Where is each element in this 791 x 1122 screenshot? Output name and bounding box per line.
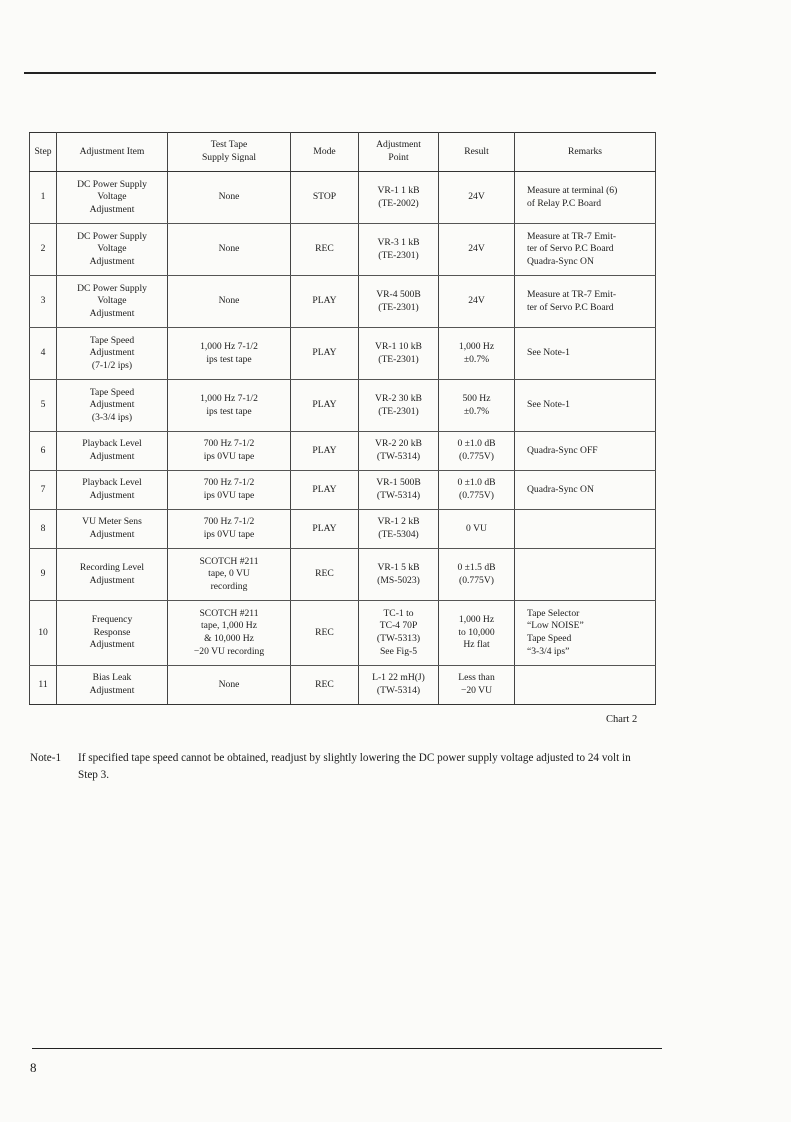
cell-remarks: Measure at terminal (6) of Relay P.C Board xyxy=(515,172,656,224)
cell-remarks: Measure at TR-7 Emit- ter of Servo P.C Board xyxy=(515,276,656,328)
table-header-row xyxy=(30,133,656,172)
cell-remarks: Measure at TR-7 Emit- ter of Servo P.C Board Quadra-Sync ON xyxy=(515,224,656,276)
cell-point: VR-2 30 kB (TE-2301) xyxy=(359,380,439,432)
cell-remarks xyxy=(515,510,656,549)
cell-result: 0 ±1.5 dB (0.775V) xyxy=(439,549,515,601)
cell-mode: REC xyxy=(291,224,359,276)
header-mode: Mode xyxy=(291,133,359,172)
cell-item: Playback Level Adjustment xyxy=(57,432,168,471)
cell-signal: None xyxy=(168,224,291,276)
top-rule xyxy=(24,72,656,74)
cell-result: 0 ±1.0 dB (0.775V) xyxy=(439,471,515,510)
cell-result: 24V xyxy=(439,276,515,328)
cell-item: Bias Leak Adjustment xyxy=(57,666,168,705)
note-tag: Note-1 xyxy=(30,752,62,764)
cell-signal: None xyxy=(168,276,291,328)
cell-point: VR-1 1 kB (TE-2002) xyxy=(359,172,439,224)
cell-step: 1 xyxy=(30,172,57,224)
cell-point: TC-1 to TC-4 70P (TW-5313) See Fig-5 xyxy=(359,601,439,666)
cell-mode: PLAY xyxy=(291,471,359,510)
cell-result: 500 Hz ±0.7% xyxy=(439,380,515,432)
cell-item: Recording Level Adjustment xyxy=(57,549,168,601)
table-row xyxy=(30,172,656,224)
cell-remarks xyxy=(515,666,656,705)
cell-signal: 1,000 Hz 7-1/2 ips test tape xyxy=(168,380,291,432)
cell-step: 3 xyxy=(30,276,57,328)
cell-point: VR-4 500B (TE-2301) xyxy=(359,276,439,328)
header-step: Step xyxy=(30,133,57,172)
cell-step: 5 xyxy=(30,380,57,432)
cell-remarks xyxy=(515,549,656,601)
cell-signal: 700 Hz 7-1/2 ips 0VU tape xyxy=(168,510,291,549)
cell-signal: SCOTCH #211 tape, 1,000 Hz & 10,000 Hz −20 VU recording xyxy=(168,601,291,666)
table-row xyxy=(30,328,656,380)
cell-signal: SCOTCH #211 tape, 0 VU recording xyxy=(168,549,291,601)
cell-remarks: Quadra-Sync OFF xyxy=(515,432,656,471)
cell-point: VR-1 10 kB (TE-2301) xyxy=(359,328,439,380)
cell-item: Playback Level Adjustment xyxy=(57,471,168,510)
cell-signal: 1,000 Hz 7-1/2 ips test tape xyxy=(168,328,291,380)
note-text: If specified tape speed cannot be obtained, readjust by slightly lowering the DC power supply voltage adjusted to 24 volt in Step 3. xyxy=(78,752,631,781)
cell-remarks: See Note-1 xyxy=(515,328,656,380)
cell-point: VR-1 2 kB (TE-5304) xyxy=(359,510,439,549)
cell-point: VR-1 5 kB (MS-5023) xyxy=(359,549,439,601)
cell-item: Tape Speed Adjustment (7-1/2 ips) xyxy=(57,328,168,380)
cell-remarks: Tape Selector “Low NOISE” Tape Speed “3-3/4 ips” xyxy=(515,601,656,666)
cell-signal: 700 Hz 7-1/2 ips 0VU tape xyxy=(168,432,291,471)
cell-mode: REC xyxy=(291,549,359,601)
cell-step: 8 xyxy=(30,510,57,549)
cell-point: L-1 22 mH(J) (TW-5314) xyxy=(359,666,439,705)
table-row xyxy=(30,380,656,432)
cell-signal: None xyxy=(168,666,291,705)
cell-mode: PLAY xyxy=(291,432,359,471)
cell-remarks: Quadra-Sync ON xyxy=(515,471,656,510)
cell-step: 11 xyxy=(30,666,57,705)
cell-item: VU Meter Sens Adjustment xyxy=(57,510,168,549)
cell-step: 9 xyxy=(30,549,57,601)
cell-mode: PLAY xyxy=(291,510,359,549)
table-row xyxy=(30,276,656,328)
cell-step: 4 xyxy=(30,328,57,380)
table-row xyxy=(30,549,656,601)
cell-step: 10 xyxy=(30,601,57,666)
cell-mode: PLAY xyxy=(291,380,359,432)
cell-remarks: See Note-1 xyxy=(515,380,656,432)
header-adjustment-point: Adjustment Point xyxy=(359,133,439,172)
cell-step: 2 xyxy=(30,224,57,276)
cell-result: 0 ±1.0 dB (0.775V) xyxy=(439,432,515,471)
table-row xyxy=(30,471,656,510)
cell-item: DC Power Supply Voltage Adjustment xyxy=(57,224,168,276)
cell-result: 1,000 Hz ±0.7% xyxy=(439,328,515,380)
cell-point: VR-2 20 kB (TW-5314) xyxy=(359,432,439,471)
header-adjustment-item: Adjustment Item xyxy=(57,133,168,172)
header-result: Result xyxy=(439,133,515,172)
cell-signal: 700 Hz 7-1/2 ips 0VU tape xyxy=(168,471,291,510)
cell-mode: PLAY xyxy=(291,276,359,328)
cell-result: Less than −20 VU xyxy=(439,666,515,705)
page-number: 8 xyxy=(30,1060,37,1075)
table-row xyxy=(30,432,656,471)
cell-mode: REC xyxy=(291,666,359,705)
chart-label: Chart 2 xyxy=(606,714,638,725)
header-remarks: Remarks xyxy=(515,133,656,172)
cell-item: DC Power Supply Voltage Adjustment xyxy=(57,276,168,328)
cell-mode: STOP xyxy=(291,172,359,224)
cell-result: 24V xyxy=(439,224,515,276)
cell-result: 1,000 Hz to 10,000 Hz flat xyxy=(439,601,515,666)
table-row xyxy=(30,601,656,666)
cell-point: VR-3 1 kB (TE-2301) xyxy=(359,224,439,276)
cell-step: 6 xyxy=(30,432,57,471)
cell-point: VR-1 500B (TW-5314) xyxy=(359,471,439,510)
cell-result: 24V xyxy=(439,172,515,224)
cell-signal: None xyxy=(168,172,291,224)
cell-item: Frequency Response Adjustment xyxy=(57,601,168,666)
cell-item: DC Power Supply Voltage Adjustment xyxy=(57,172,168,224)
header-test-tape-signal: Test Tape Supply Signal xyxy=(168,133,291,172)
table-row xyxy=(30,510,656,549)
cell-step: 7 xyxy=(30,471,57,510)
cell-mode: PLAY xyxy=(291,328,359,380)
cell-mode: REC xyxy=(291,601,359,666)
note-1 xyxy=(30,750,650,784)
bottom-rule xyxy=(32,1048,662,1049)
cell-item: Tape Speed Adjustment (3-3/4 ips) xyxy=(57,380,168,432)
cell-result: 0 VU xyxy=(439,510,515,549)
table-row xyxy=(30,224,656,276)
table-row xyxy=(30,666,656,705)
adjustment-table xyxy=(29,132,656,705)
